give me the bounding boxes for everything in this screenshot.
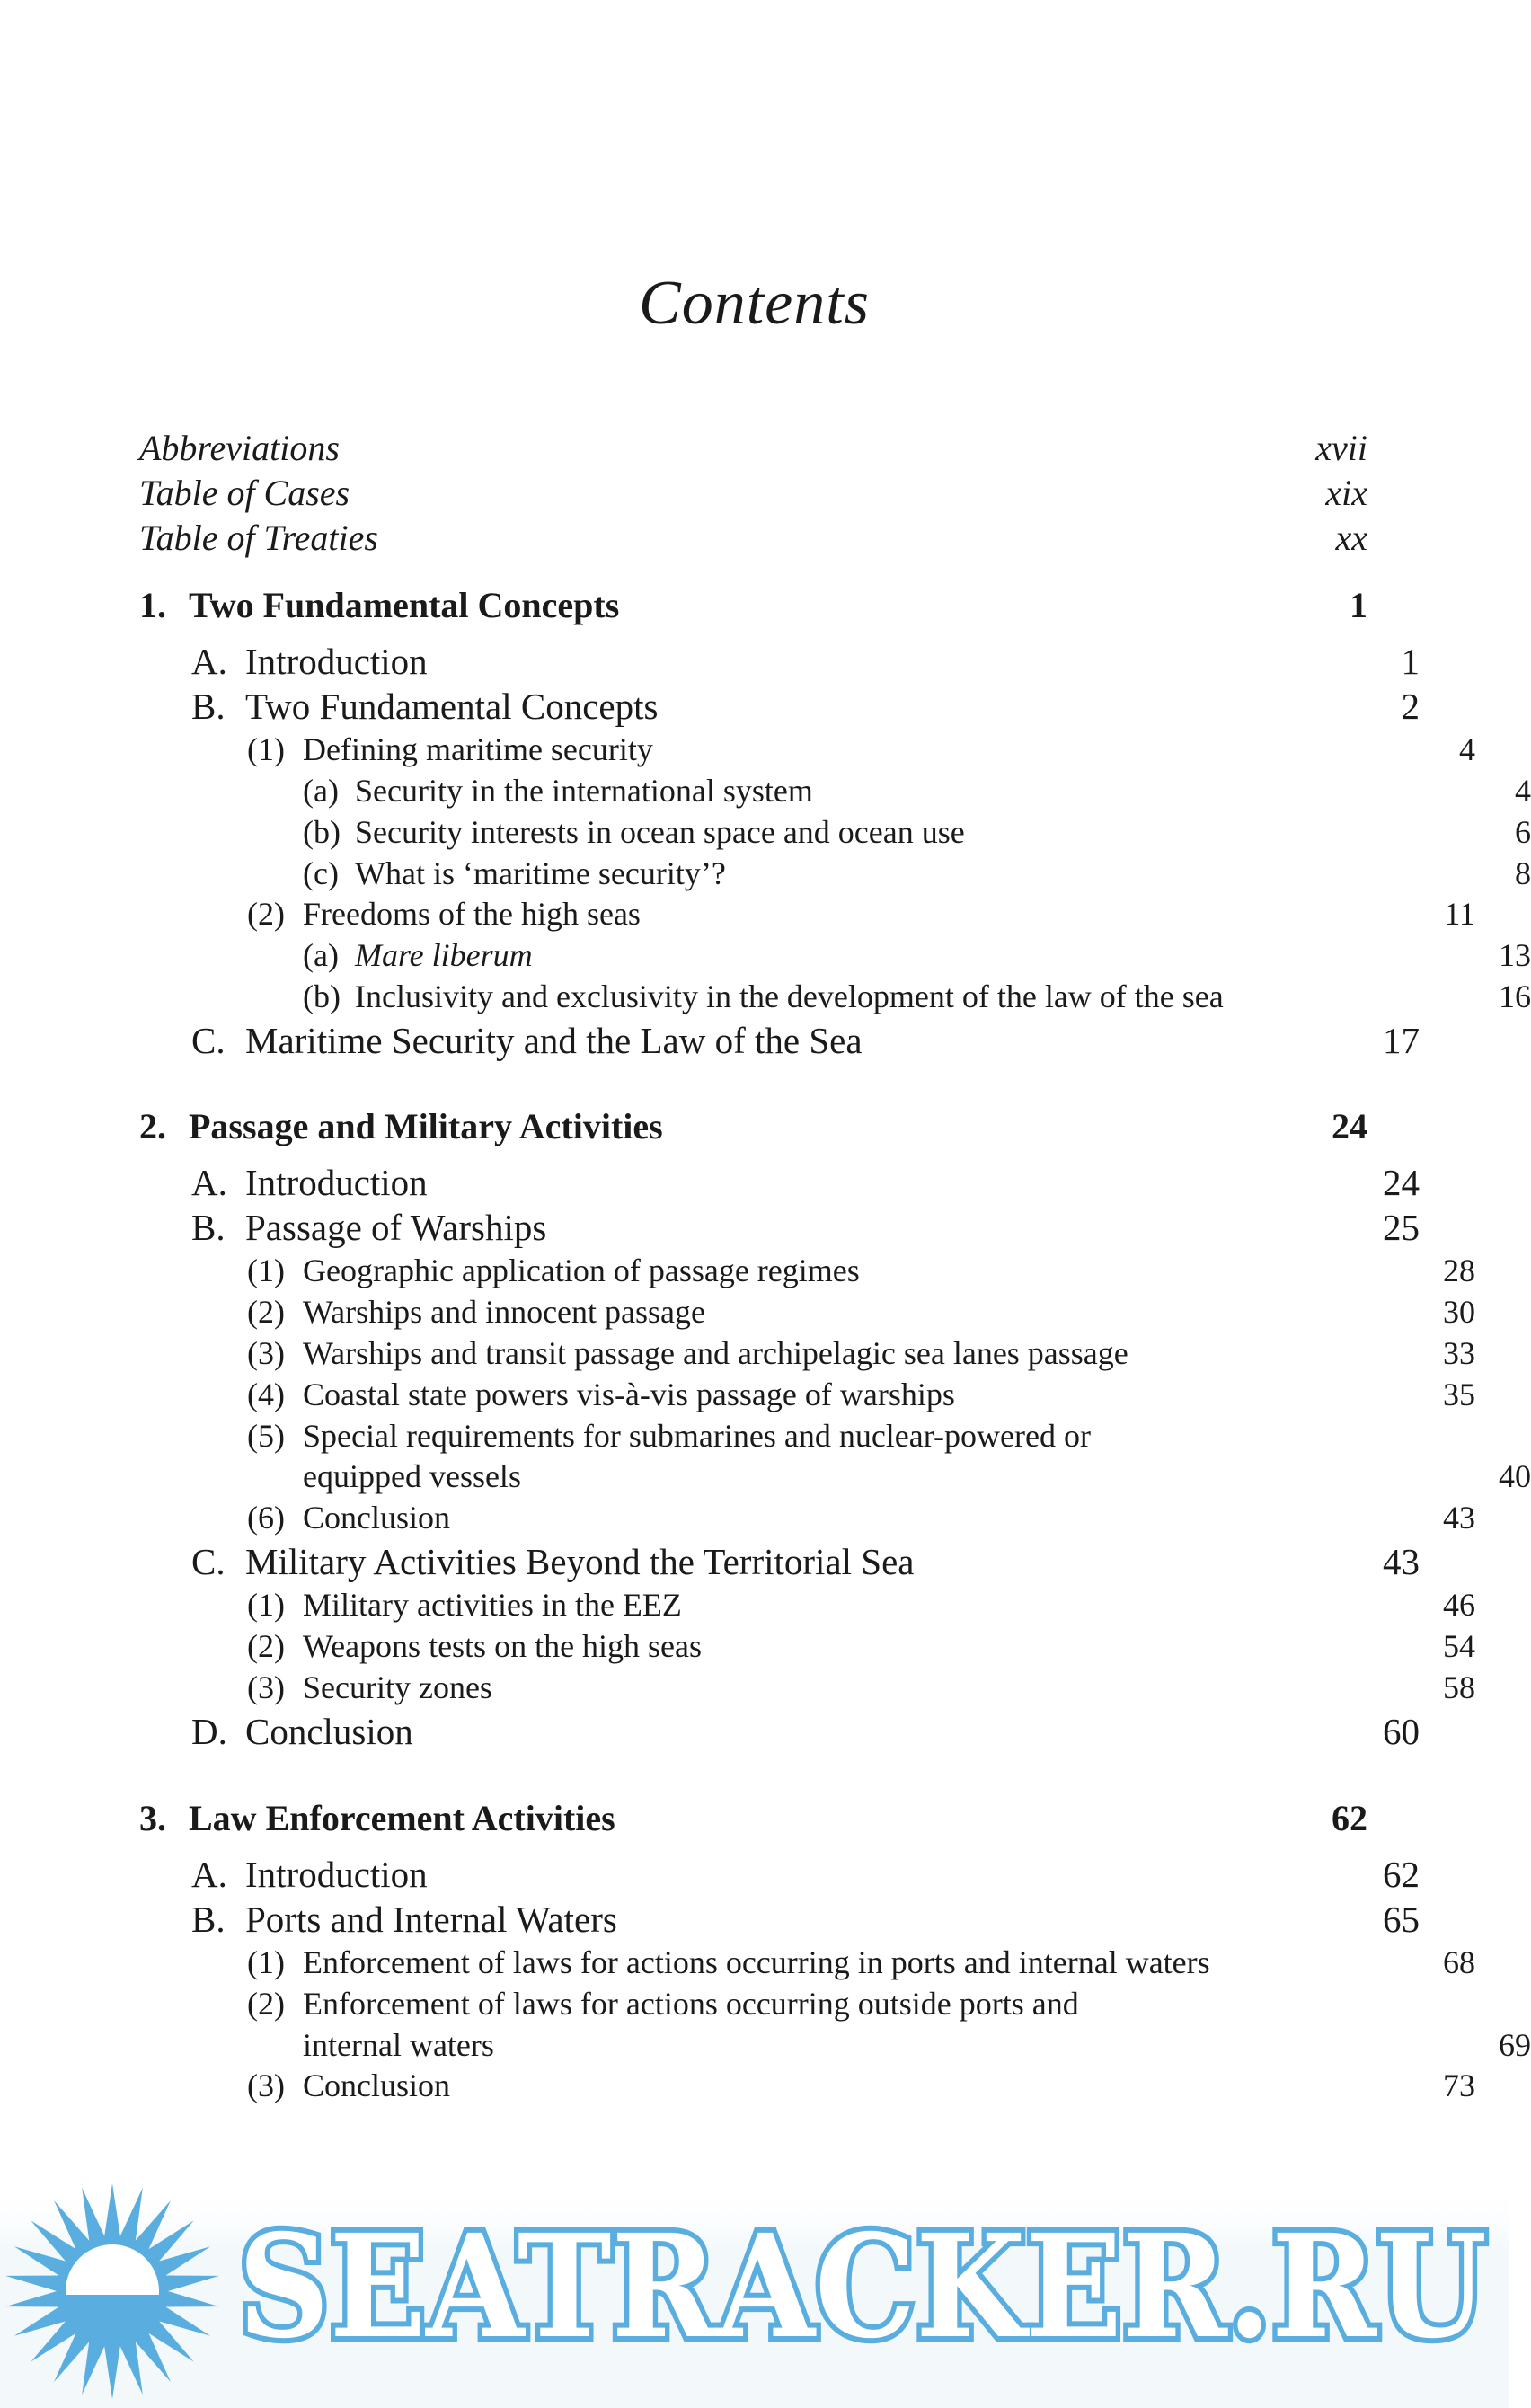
section-label: B.: [191, 1899, 226, 1940]
section-title: Introduction: [245, 1162, 428, 1203]
item-title: Security interests in ocean space and ocean use: [355, 814, 965, 850]
toc-subsection[interactable]: [139, 1586, 1475, 1624]
subsection-title: Conclusion: [303, 1500, 451, 1536]
page-number: 1: [1401, 641, 1420, 682]
toc-item[interactable]: [139, 854, 1531, 892]
watermark-text: SEATRACKER.RU: [238, 2204, 1487, 2370]
subsection-label: (3): [247, 1335, 285, 1371]
subsection-label: (2): [247, 896, 285, 932]
page-number: 58: [1443, 1669, 1475, 1705]
toc-subsection[interactable]: [139, 1417, 1475, 1455]
chapter-number: 2.: [139, 1106, 166, 1146]
subsection-label: (1): [247, 1944, 285, 1980]
entry-title: Table of Cases: [139, 473, 350, 513]
section-title: Passage of Warships: [245, 1207, 547, 1248]
page-number: 11: [1444, 896, 1475, 932]
toc-subsection[interactable]: [139, 1376, 1475, 1413]
page-number: 6: [1515, 814, 1531, 850]
page-number: 35: [1443, 1377, 1475, 1412]
page-number: 60: [1383, 1711, 1420, 1752]
item-label: (c): [303, 855, 339, 891]
subsection-label: (3): [247, 2067, 285, 2103]
toc-section[interactable]: [139, 685, 1420, 728]
toc-section[interactable]: [139, 640, 1420, 683]
toc-item[interactable]: [139, 978, 1531, 1015]
subsection-title: Special requirements for submarines and nuclear-powered or: [303, 1418, 1091, 1454]
toc-subsection[interactable]: [139, 1252, 1475, 1289]
toc-chapter-2[interactable]: [139, 1105, 1367, 1147]
subsection-title: Enforcement of laws for actions occurring outside ports and: [303, 1986, 1079, 2022]
item-title: Inclusivity and exclusivity in the development of the law of the sea: [355, 978, 1224, 1014]
page-number: 17: [1383, 1020, 1420, 1061]
subsection-label: (5): [247, 1418, 285, 1454]
item-label: (a): [303, 773, 339, 809]
section-label: B.: [191, 1207, 226, 1248]
subsection-label: (2): [247, 1294, 285, 1330]
page-number: 1: [1350, 585, 1367, 625]
toc-section[interactable]: [139, 1898, 1420, 1941]
chapter-number: 1.: [139, 585, 166, 625]
toc-section[interactable]: [139, 1206, 1420, 1249]
subsection-title: Geographic application of passage regimes: [303, 1253, 860, 1288]
page-number: 62: [1332, 1798, 1367, 1838]
section-label: D.: [191, 1711, 227, 1752]
toc-subsection-continuation[interactable]: [139, 2026, 1531, 2064]
page-number: 2: [1401, 686, 1420, 727]
item-label: (b): [303, 814, 341, 850]
subsection-title: Weapons tests on the high seas: [303, 1628, 703, 1664]
toc-subsection[interactable]: [139, 1334, 1475, 1372]
subsection-title: Military activities in the EEZ: [303, 1587, 682, 1623]
toc-section[interactable]: [139, 1019, 1420, 1062]
toc-chapter-1[interactable]: [139, 584, 1367, 626]
page-number: 25: [1383, 1207, 1420, 1248]
page-number: 28: [1443, 1253, 1475, 1288]
subsection-title: Warships and transit passage and archipelagic sea lanes passage: [303, 1335, 1128, 1371]
entry-title: Abbreviations: [139, 428, 340, 468]
section-label: C.: [191, 1541, 226, 1582]
section-title: Introduction: [245, 641, 428, 682]
page-number: 43: [1443, 1500, 1475, 1536]
page-number: 33: [1443, 1335, 1475, 1371]
subsection-title: Enforcement of laws for actions occurring in ports and internal waters: [303, 1944, 1210, 1980]
toc-entry-table-of-cases[interactable]: [139, 472, 1367, 514]
subsection-title: Coastal state powers vis-à-vis passage of warships: [303, 1377, 955, 1412]
toc-subsection[interactable]: [139, 1985, 1475, 2023]
section-label: A.: [191, 1162, 227, 1203]
page-number: 65: [1383, 1899, 1420, 1940]
item-title: Security in the international system: [355, 773, 813, 809]
toc-chapter-3[interactable]: [139, 1797, 1367, 1839]
page-number: 24: [1332, 1106, 1367, 1146]
page-number: 13: [1499, 937, 1531, 973]
section-title: Introduction: [245, 1854, 428, 1895]
watermark: [0, 2183, 1509, 2408]
subsection-label: (6): [247, 1500, 285, 1536]
page-number: 24: [1383, 1162, 1420, 1203]
subsection-title: Conclusion: [303, 2067, 451, 2103]
chapter-title: Law Enforcement Activities: [189, 1798, 615, 1838]
item-label: (a): [303, 937, 339, 973]
toc-section[interactable]: [139, 1710, 1420, 1753]
page-number: 16: [1499, 978, 1531, 1014]
subsection-title: Security zones: [303, 1669, 492, 1705]
page-number: 46: [1443, 1587, 1475, 1623]
toc-subsection[interactable]: [139, 1293, 1475, 1331]
page-number: 54: [1443, 1628, 1475, 1664]
subsection-title-continued: equipped vessels: [303, 1458, 521, 1494]
page-number: xx: [1335, 518, 1367, 558]
toc-item[interactable]: [139, 813, 1531, 851]
toc-section[interactable]: [139, 1161, 1420, 1204]
page-number: 69: [1499, 2027, 1531, 2063]
toc-entry-table-of-treaties[interactable]: [139, 517, 1367, 559]
page-number: xix: [1325, 473, 1367, 513]
chapter-title: Passage and Military Activities: [189, 1106, 663, 1146]
page-number: 68: [1443, 1944, 1475, 1980]
toc-section[interactable]: [139, 1853, 1420, 1896]
entry-title: Table of Treaties: [139, 518, 378, 558]
toc-subsection[interactable]: [139, 730, 1475, 768]
item-title: What is ‘maritime security’?: [355, 855, 726, 891]
subsection-label: (1): [247, 731, 285, 767]
toc-section[interactable]: [139, 1540, 1420, 1583]
subsection-label: (1): [247, 1587, 285, 1623]
subsection-title: Defining maritime security: [303, 731, 653, 767]
subsection-title: Freedoms of the high seas: [303, 896, 641, 932]
page-number: 43: [1383, 1541, 1420, 1582]
chapter-number: 3.: [139, 1798, 166, 1838]
toc-subsection[interactable]: [139, 2067, 1475, 2104]
subsection-label: (1): [247, 1253, 285, 1288]
subsection-title-continued: internal waters: [303, 2027, 494, 2063]
page-number: 30: [1443, 1294, 1475, 1330]
section-label: B.: [191, 686, 226, 727]
toc-subsection[interactable]: [139, 1943, 1475, 1981]
toc-subsection[interactable]: [139, 1627, 1475, 1665]
toc-subsection[interactable]: [139, 895, 1475, 933]
subsection-label: (2): [247, 1986, 285, 2022]
page-number: 4: [1515, 773, 1531, 809]
item-label: (b): [303, 978, 341, 1014]
section-title: Military Activities Beyond the Territorial Sea: [245, 1541, 915, 1582]
subsection-title: Warships and innocent passage: [303, 1294, 705, 1330]
subsection-label: (4): [247, 1377, 285, 1412]
toc-subsection[interactable]: [139, 1669, 1475, 1706]
section-label: C.: [191, 1020, 226, 1061]
page-number: 73: [1443, 2067, 1475, 2103]
item-title: Mare liberum: [355, 937, 533, 973]
subsection-label: (2): [247, 1628, 285, 1664]
section-title: Maritime Security and the Law of the Sea: [245, 1020, 863, 1061]
toc-subsection-continuation[interactable]: [139, 1457, 1531, 1495]
section-title: Ports and Internal Waters: [245, 1899, 617, 1940]
toc-subsection[interactable]: [139, 1499, 1475, 1536]
page-number: 4: [1459, 731, 1475, 767]
section-title: Conclusion: [245, 1711, 413, 1752]
page-number: 8: [1515, 855, 1531, 891]
section-title: Two Fundamental Concepts: [245, 686, 659, 727]
section-label: A.: [191, 1854, 227, 1895]
toc-entry-abbreviations[interactable]: [139, 427, 1367, 469]
section-label: A.: [191, 641, 227, 682]
page-title: Contents: [639, 269, 870, 338]
subsection-label: (3): [247, 1669, 285, 1705]
page-number: xvii: [1315, 428, 1367, 468]
page-number: 62: [1383, 1854, 1420, 1895]
page-number: 40: [1499, 1458, 1531, 1494]
toc-item[interactable]: [139, 936, 1531, 974]
chapter-title: Two Fundamental Concepts: [189, 585, 620, 625]
toc-item[interactable]: [139, 772, 1531, 810]
